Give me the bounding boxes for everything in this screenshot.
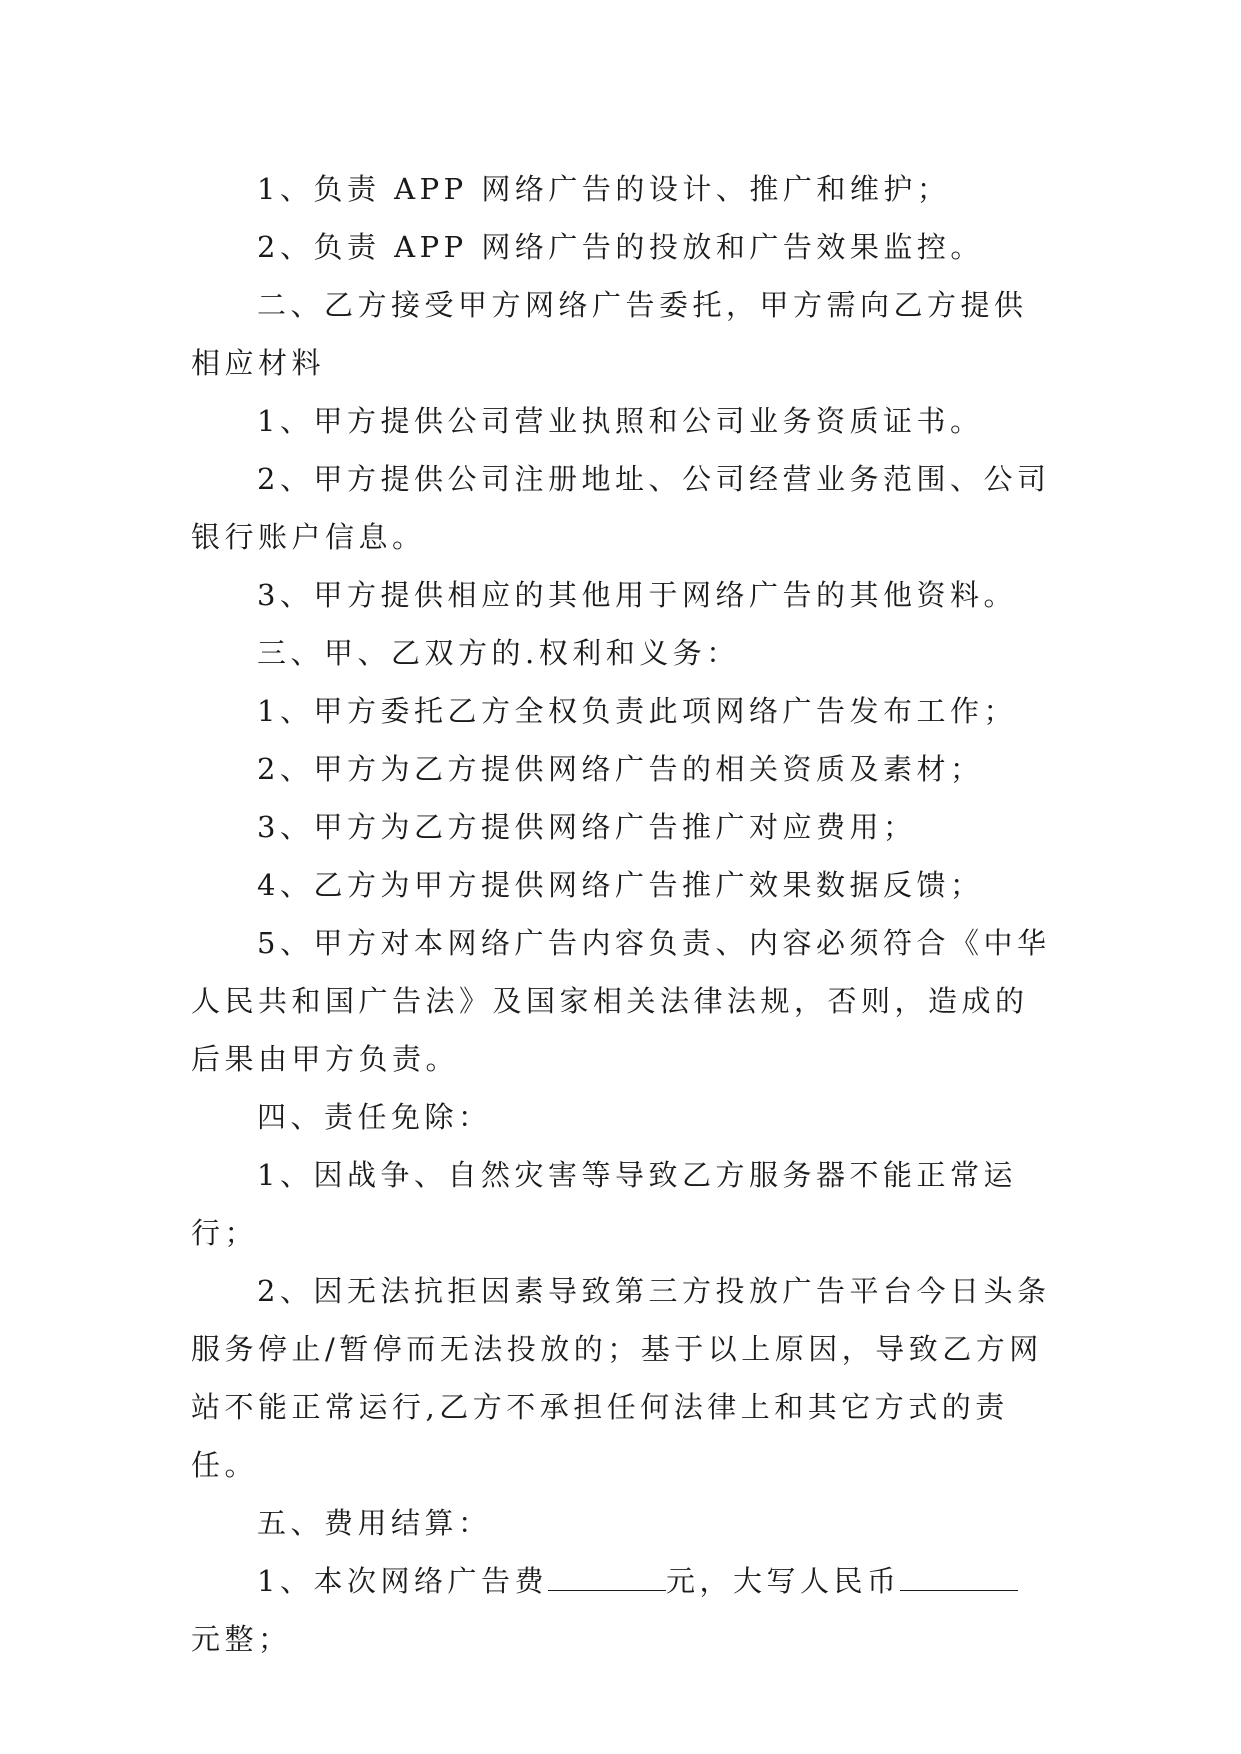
material-1-license: 1、甲方提供公司营业执照和公司业务资质证书。 bbox=[257, 404, 984, 438]
section-3-heading: 三、甲、乙双方的.权利和义务： bbox=[257, 636, 740, 670]
rights-3: 3、甲方为乙方提供网络广告推广对应费用； bbox=[257, 810, 917, 844]
fee-clause-end: 元整； bbox=[191, 1622, 292, 1656]
material-3-other: 3、甲方提供相应的其他用于网络广告的其他资料。 bbox=[257, 578, 1017, 612]
fee-clause-uppercase-label: 元，大写人民币 bbox=[665, 1564, 901, 1598]
section-2-heading: 二、乙方接受甲方网络广告委托，甲方需向乙方提供相应材料 bbox=[191, 288, 1028, 380]
fee-clause bbox=[191, 1552, 1051, 1668]
section-4-heading: 四、责任免除： bbox=[257, 1100, 492, 1134]
rights-4: 4、乙方为甲方提供网络广告推广效果数据反馈； bbox=[257, 868, 984, 902]
rights-1: 1、甲方委托乙方全权负责此项网络广告发布工作； bbox=[257, 694, 1017, 728]
fee-amount-blank bbox=[548, 1566, 666, 1591]
exemption-1: 1、因战争、自然灾害等导致乙方服务器不能正常运行； bbox=[191, 1158, 1017, 1250]
section-5-heading: 五、费用结算： bbox=[257, 1506, 492, 1540]
rights-2: 2、甲方为乙方提供网络广告的相关资质及素材； bbox=[257, 752, 984, 786]
rights-5: 5、甲方对本网络广告内容负责、内容必须符合《中华人民共和国广告法》及国家相关法律法规，否则，造成的后果由甲方负责。 bbox=[191, 926, 1051, 1076]
clause-1-design: 1、负责 APP 网络广告的设计、推广和维护； bbox=[257, 172, 951, 206]
fee-clause-label: 1、本次网络广告费 bbox=[257, 1564, 548, 1598]
material-2-address: 2、甲方提供公司注册地址、公司经营业务范围、公司银行账户信息。 bbox=[191, 462, 1051, 554]
document-body bbox=[191, 160, 1051, 1668]
clause-2-monitoring: 2、负责 APP 网络广告的投放和广告效果监控。 bbox=[257, 230, 984, 264]
exemption-2: 2、因无法抗拒因素导致第三方投放广告平台今日头条服务停止/暂停而无法投放的；基于以上原因，导致乙方网站不能正常运行,乙方不承担任何法律上和其它方式的责任。 bbox=[191, 1274, 1051, 1482]
fee-uppercase-blank bbox=[900, 1566, 1018, 1591]
